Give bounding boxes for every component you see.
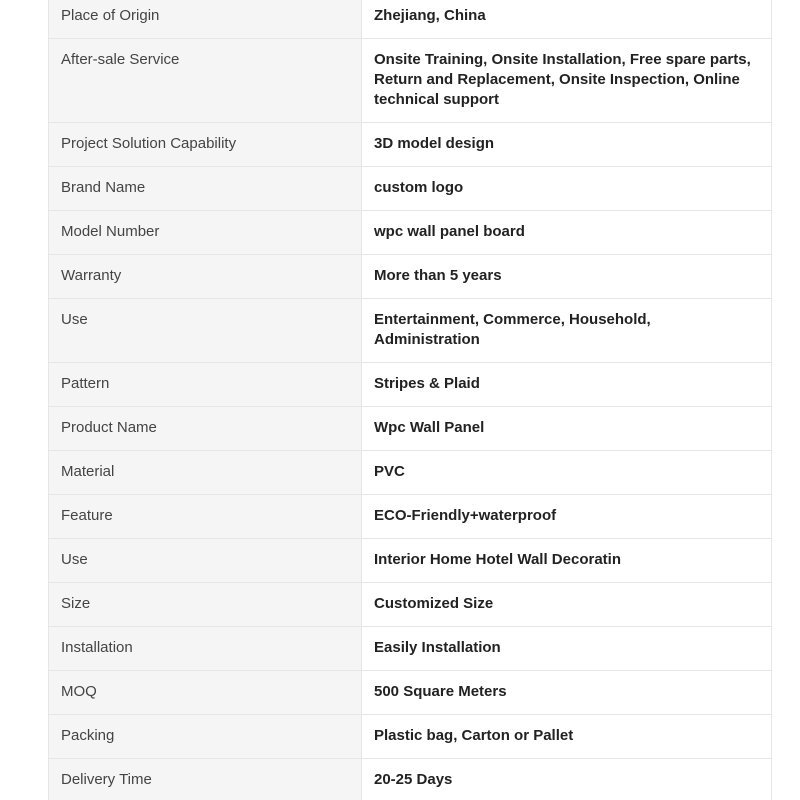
spec-value: ECO-Friendly+waterproof	[362, 495, 772, 539]
spec-key: Use	[49, 539, 362, 583]
spec-value: PVC	[362, 451, 772, 495]
spec-row-pattern	[49, 363, 772, 407]
spec-key: Pattern	[49, 363, 362, 407]
spec-key: After-sale Service	[49, 39, 362, 123]
spec-row-after-sale-service	[49, 39, 772, 123]
spec-key: Warranty	[49, 255, 362, 299]
spec-row-delivery-time	[49, 759, 772, 800]
spec-key: Place of Origin	[49, 0, 362, 39]
spec-key: Delivery Time	[49, 759, 362, 800]
spec-value: 20-25 Days	[362, 759, 772, 800]
spec-value: Interior Home Hotel Wall Decoratin	[362, 539, 772, 583]
spec-table-body	[49, 0, 772, 800]
spec-value: Zhejiang, China	[362, 0, 772, 39]
spec-row-size	[49, 583, 772, 627]
spec-value: 3D model design	[362, 123, 772, 167]
spec-key: MOQ	[49, 671, 362, 715]
spec-key: Project Solution Capability	[49, 123, 362, 167]
spec-key: Model Number	[49, 211, 362, 255]
spec-value: 500 Square Meters	[362, 671, 772, 715]
spec-key: Feature	[49, 495, 362, 539]
spec-row-model-number	[49, 211, 772, 255]
spec-value: More than 5 years	[362, 255, 772, 299]
spec-row-packing	[49, 715, 772, 759]
spec-key: Installation	[49, 627, 362, 671]
spec-row-feature	[49, 495, 772, 539]
spec-value: Stripes & Plaid	[362, 363, 772, 407]
spec-key: Packing	[49, 715, 362, 759]
spec-value: wpc wall panel board	[362, 211, 772, 255]
spec-row-installation	[49, 627, 772, 671]
spec-value: Wpc Wall Panel	[362, 407, 772, 451]
spec-value: Plastic bag, Carton or Pallet	[362, 715, 772, 759]
spec-row-use-interior	[49, 539, 772, 583]
spec-key: Size	[49, 583, 362, 627]
spec-row-use	[49, 299, 772, 363]
spec-key: Use	[49, 299, 362, 363]
spec-row-place-of-origin	[49, 0, 772, 39]
spec-key: Product Name	[49, 407, 362, 451]
spec-row-project-solution-capability	[49, 123, 772, 167]
spec-row-moq	[49, 671, 772, 715]
spec-row-material	[49, 451, 772, 495]
spec-row-brand-name	[49, 167, 772, 211]
spec-value: Easily Installation	[362, 627, 772, 671]
spec-value: custom logo	[362, 167, 772, 211]
spec-value: Onsite Training, Onsite Installation, Free spare parts, Return and Replacement, Onsite Inspection, Online technical support	[362, 39, 772, 123]
spec-row-warranty	[49, 255, 772, 299]
product-spec-table	[48, 0, 772, 800]
spec-key: Brand Name	[49, 167, 362, 211]
spec-row-product-name	[49, 407, 772, 451]
spec-key: Material	[49, 451, 362, 495]
spec-value: Customized Size	[362, 583, 772, 627]
spec-value: Entertainment, Commerce, Household, Administration	[362, 299, 772, 363]
